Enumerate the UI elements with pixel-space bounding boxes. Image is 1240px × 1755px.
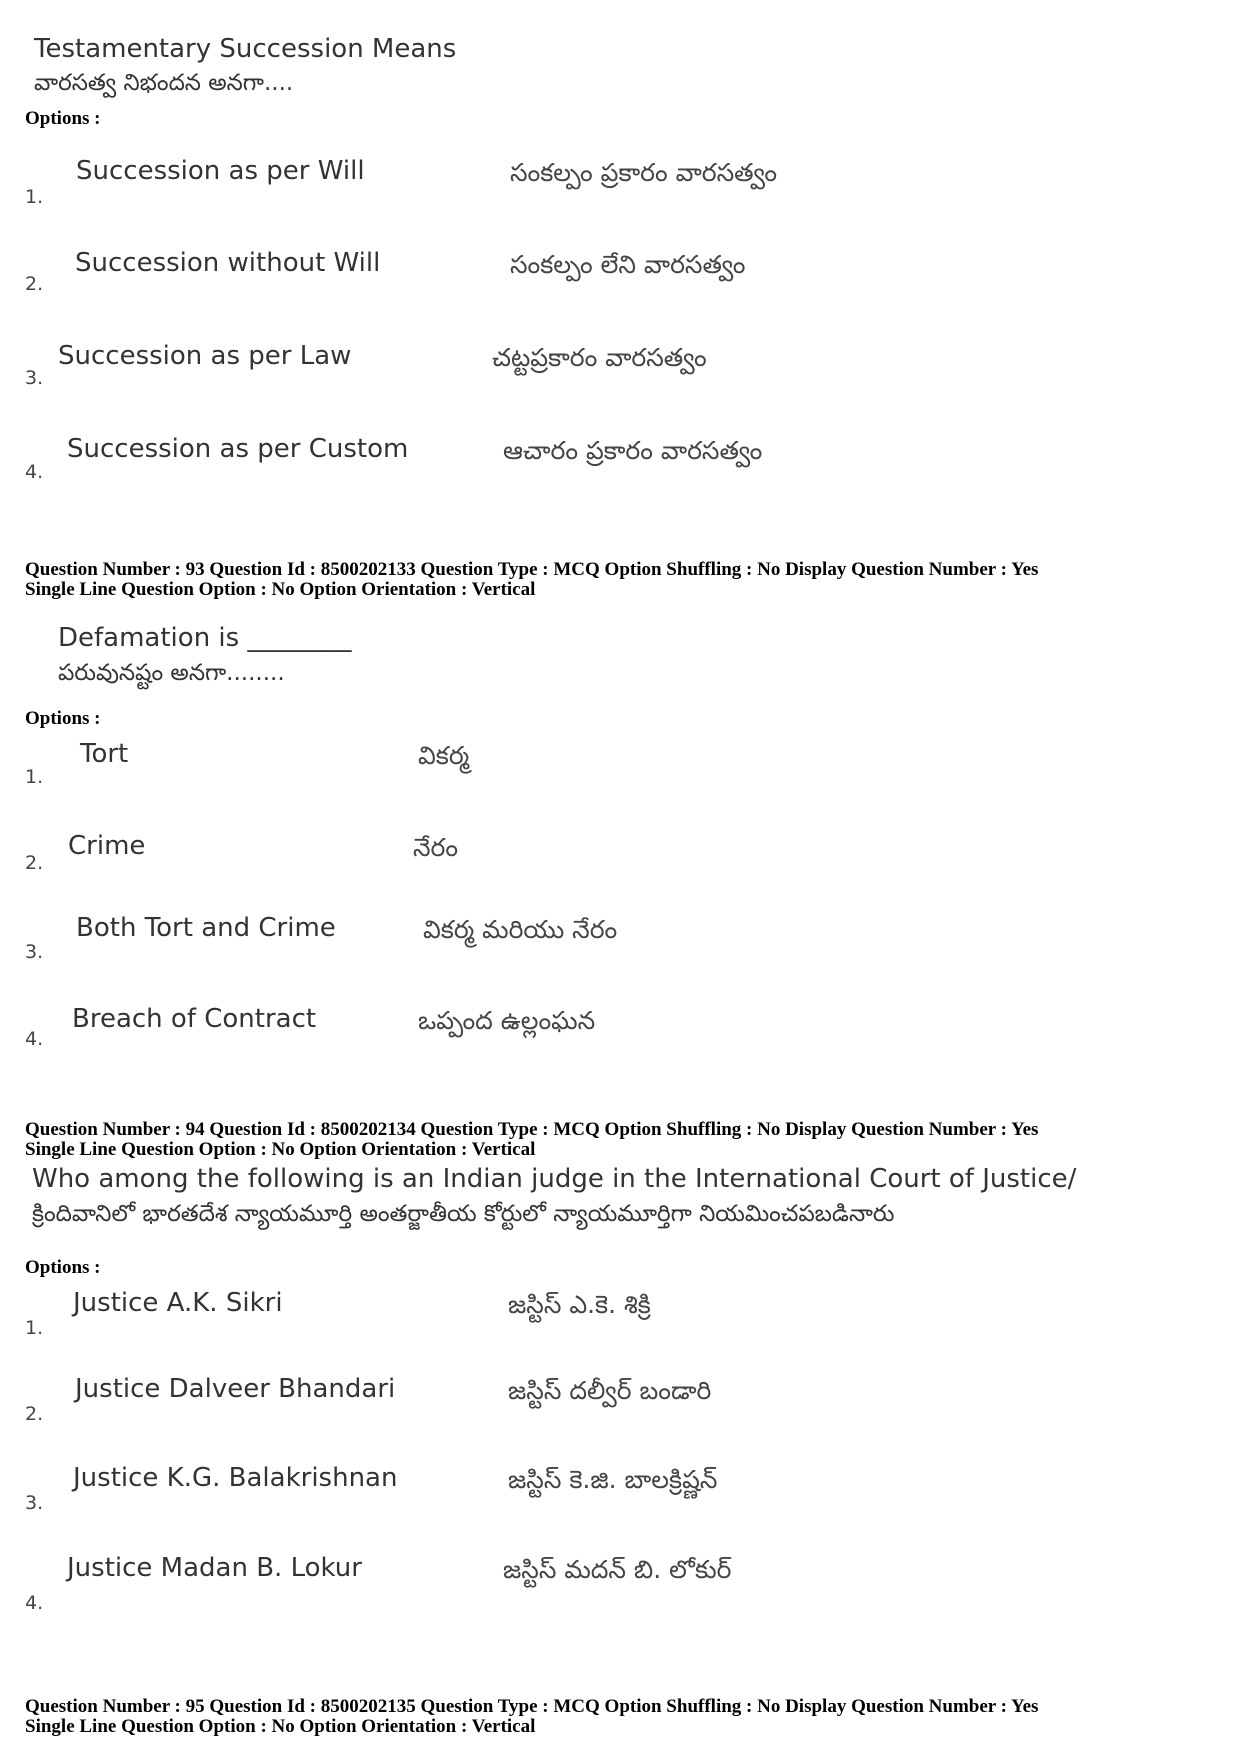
option-text-te: సంకల్పం ప్రకారం వారసత్వం bbox=[510, 158, 778, 187]
question-93-meta-line1: Question Number : 93 Question Id : 8500202133 Question Type : MCQ Option Shuffling : No Display Question Number : Yes bbox=[25, 559, 1039, 580]
question-93-meta-line2: Single Line Question Option : No Option Orientation : Vertical bbox=[25, 579, 536, 600]
option-number: 2. bbox=[25, 1403, 44, 1425]
question-93-options-label: Options : bbox=[25, 708, 101, 729]
option-text-te: వికర్మ bbox=[418, 741, 470, 770]
question-94-options-label: Options : bbox=[25, 1257, 101, 1278]
question-92-text-te: వారసత్వ నిభందన అనగా.... bbox=[34, 70, 294, 96]
option-number: 1. bbox=[25, 1317, 44, 1339]
question-94-meta-line2: Single Line Question Option : No Option Orientation : Vertical bbox=[25, 1139, 536, 1160]
option-text-en: Succession as per Custom bbox=[67, 434, 409, 464]
option-text-en: Breach of Contract bbox=[72, 1004, 317, 1034]
question-94-text-te: క్రిందివానిలో భారతదేశ న్యాయమూర్తి అంతర్జాతీయ కోర్టులో న్యాయమూర్తిగా నియమించపబడినారు bbox=[32, 1201, 895, 1227]
option-text-en: Tort bbox=[80, 739, 129, 769]
question-93-meta bbox=[25, 560, 1038, 600]
question-95-meta-line2: Single Line Question Option : No Option Orientation : Vertical bbox=[25, 1716, 536, 1737]
option-text-te: ఒప్పంద ఉల్లంఘన bbox=[418, 1006, 596, 1035]
option-text-en: Justice Dalveer Bhandari bbox=[75, 1374, 396, 1404]
option-text-te: జస్టిస్ దల్వీర్ బండారి bbox=[508, 1376, 712, 1405]
question-92-options-label: Options : bbox=[25, 108, 101, 129]
option-text-te: జస్టిస్ ఎ.కె. శిక్రి bbox=[508, 1290, 651, 1319]
option-number: 2. bbox=[25, 273, 44, 295]
option-number: 3. bbox=[25, 367, 44, 389]
option-number: 1. bbox=[25, 766, 44, 788]
option-text-en: Succession as per Will bbox=[76, 156, 365, 186]
option-number: 1. bbox=[25, 186, 44, 208]
option-text-te: జస్టిస్ కె.జి. బాలక్రిష్ణన్ bbox=[508, 1465, 718, 1494]
question-93-text-te: పరువునష్టం అనగా........ bbox=[58, 660, 285, 686]
option-text-te: చట్టప్రకారం వారసత్వం bbox=[492, 343, 707, 372]
option-text-en: Crime bbox=[68, 831, 146, 861]
option-text-en: Justice K.G. Balakrishnan bbox=[73, 1463, 398, 1493]
option-text-en: Justice A.K. Sikri bbox=[73, 1288, 283, 1318]
question-95-meta bbox=[25, 1697, 1038, 1737]
option-text-en: Succession as per Law bbox=[58, 341, 352, 371]
question-93-text-en: Defamation is ________ bbox=[58, 623, 352, 653]
option-text-te: ఆచారం ప్రకారం వారసత్వం bbox=[503, 436, 763, 465]
question-95-meta-line1: Question Number : 95 Question Id : 8500202135 Question Type : MCQ Option Shuffling : No Display Question Number : Yes bbox=[25, 1696, 1039, 1717]
option-text-te: నేరం bbox=[413, 833, 459, 862]
question-92-text-en: Testamentary Succession Means bbox=[34, 34, 457, 64]
option-text-en: Both Tort and Crime bbox=[76, 913, 336, 943]
option-number: 4. bbox=[25, 1592, 44, 1614]
option-number: 2. bbox=[25, 852, 44, 874]
question-94-text-en: Who among the following is an Indian judge in the International Court of Justice/ bbox=[32, 1164, 1077, 1194]
question-94-meta bbox=[25, 1120, 1038, 1160]
option-text-te: సంకల్పం లేని వారసత్వం bbox=[510, 250, 746, 279]
option-text-en: Justice Madan B. Lokur bbox=[67, 1553, 362, 1583]
option-number: 4. bbox=[25, 461, 44, 483]
option-number: 3. bbox=[25, 1492, 44, 1514]
option-number: 4. bbox=[25, 1028, 44, 1050]
option-number: 3. bbox=[25, 941, 44, 963]
question-94-meta-line1: Question Number : 94 Question Id : 8500202134 Question Type : MCQ Option Shuffling : No Display Question Number : Yes bbox=[25, 1119, 1039, 1140]
option-text-te: వికర్మ మరియు నేరం bbox=[423, 915, 618, 944]
option-text-en: Succession without Will bbox=[75, 248, 381, 278]
option-text-te: జస్టిస్ మదన్ బి. లోకుర్ bbox=[503, 1555, 732, 1584]
